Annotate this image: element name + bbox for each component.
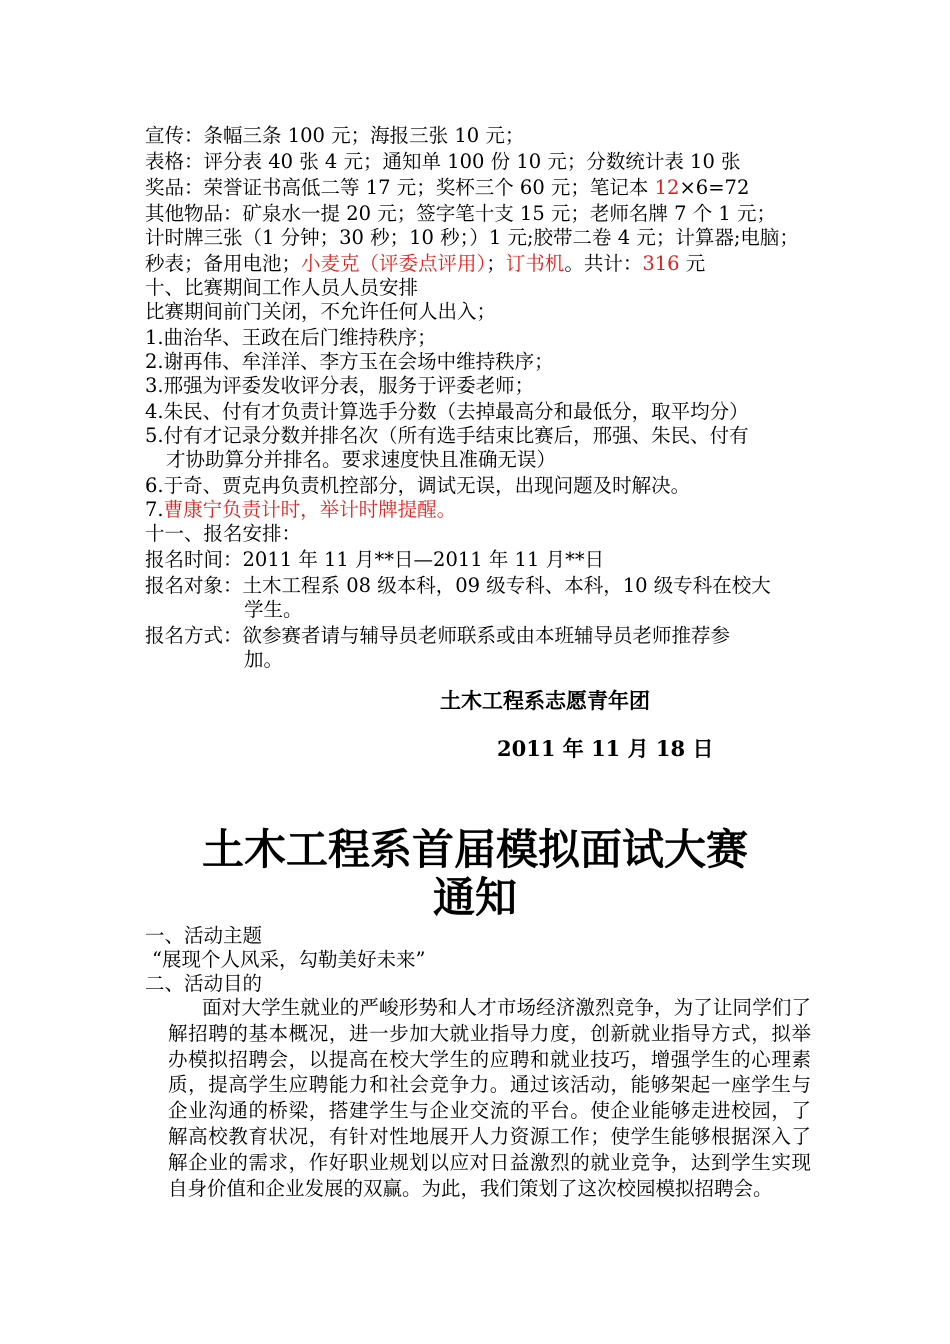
notice-title: 土木工程系首届模拟面试大赛 — [201, 825, 748, 874]
staff-item-2: 2.谢再伟、牟洋洋、李方玉在会场中维持秩序； — [145, 350, 554, 373]
staff-item-6: 6.于奇、贾克冉负责机控部分，调试无误，出现问题及时解决。 — [145, 474, 691, 497]
budget-line-prizes — [145, 176, 825, 200]
stapler-item: 订书机 — [505, 252, 565, 275]
staff-item-1: 1.曲治华、王政在后门维持秩序； — [145, 326, 437, 349]
signup-time: 报名时间：2011 年 11 月**日—2011 年 11 月**日 — [145, 548, 605, 571]
section-heading-purpose: 二、活动目的 — [145, 972, 263, 995]
signup-method: 报名方式：欲参赛者请与辅导员老师联系或由本班辅导员老师推荐参 — [145, 624, 731, 647]
total-unit: 元 — [679, 252, 706, 275]
budget-line-publicity: 宣传：条幅三条 100 元；海报三张 10 元； — [145, 124, 525, 147]
budget-line-timers: 计时牌三张（1 分钟；30 秒；10 秒；）1 元;胶带二卷 4 元；计算器;电脑； — [145, 226, 799, 249]
staff-intro: 比赛期间前门关闭，不允许任何人出入； — [145, 300, 497, 323]
staff-heading: 十、比赛期间工作人员人员安排 — [145, 276, 419, 299]
prizes-calc: ×6=72 — [679, 176, 750, 199]
staff-item-4: 4.朱民、付有才负责计算选手分数（去掉最高分和最低分，取平均分） — [145, 400, 749, 423]
section-heading-theme: 一、活动主题 — [145, 924, 263, 947]
staff-item-7 — [145, 498, 825, 522]
signup-target-cont: 学生。 — [244, 598, 303, 621]
signup-target: 报名对象：土木工程系 08 级本科，09 级专科、本科，10 级专科在校大 — [145, 574, 771, 597]
staff-item-7-num: 7. — [145, 498, 164, 521]
staff-item-7-text: 曹康宁负责计时，举计时牌提醒。 — [163, 498, 457, 521]
notice-title-line2: 通知 — [432, 873, 517, 922]
notebook-count: 12 — [654, 176, 680, 199]
signature-date: 2011 年 11 月 18 日 — [497, 736, 714, 761]
purpose-paragraph — [168, 995, 811, 1201]
microphone-item: 小麦克（评委点评用） — [301, 252, 487, 275]
total-text-a: 秒表；备用电池； — [145, 252, 302, 275]
total-amount: 316 — [642, 252, 680, 275]
staff-item-5: 5.付有才记录分数并排名次（所有选手结束比赛后，邢强、朱民、付有 — [145, 424, 749, 447]
budget-line-total — [145, 252, 825, 276]
signup-method-cont: 加。 — [244, 648, 284, 671]
staff-item-3: 3.邢强为评委发收评分表，服务于评委老师； — [145, 374, 535, 397]
signup-heading: 十一、报名安排： — [145, 522, 302, 545]
budget-line-forms: 表格：评分表 40 张 4 元；通知单 100 份 10 元；分数统计表 10 张 — [145, 150, 741, 173]
purpose-text: 面对大学生就业的严峻形势和人才市场经济激烈竞争，为了让同学们了解招聘的基本概况，进一步加大就业指导力度，创新就业指导方式，拟举办模拟招聘会，以提高在校大学生的应聘和就业技巧，增强学生的心理素质，提高学生应聘能力和社会竞争力。通过该活动，能够架起一座学生与企业沟通的桥梁，搭建学生与企业交流的平台。使企业能够走进校园，了解高校教育状况，有针对性地展开人力资源工作；使学生能够根据深入了解企业的需求，作好职业规划以应对日益激烈的就业竞争，达到学生实现自身价值和企业发展的双赢。为此，我们策划了这次校园模拟招聘会。 — [168, 996, 811, 1200]
total-label: 。共计： — [564, 252, 643, 275]
activity-theme: “展现个人风采，勾勒美好未来” — [152, 948, 426, 971]
total-sep: ； — [486, 252, 506, 275]
signature-organization: 土木工程系志愿青年团 — [440, 688, 650, 713]
budget-line-other: 其他物品：矿泉水一提 20 元；签字笔十支 15 元；老师名牌 7 个 1 元； — [145, 202, 777, 225]
staff-item-5-cont: 才协助算分并排名。要求速度快且准确无误） — [166, 448, 557, 471]
prizes-text: 奖品：荣誉证书高低二等 17 元；奖杯三个 60 元；笔记本 — [145, 176, 655, 199]
